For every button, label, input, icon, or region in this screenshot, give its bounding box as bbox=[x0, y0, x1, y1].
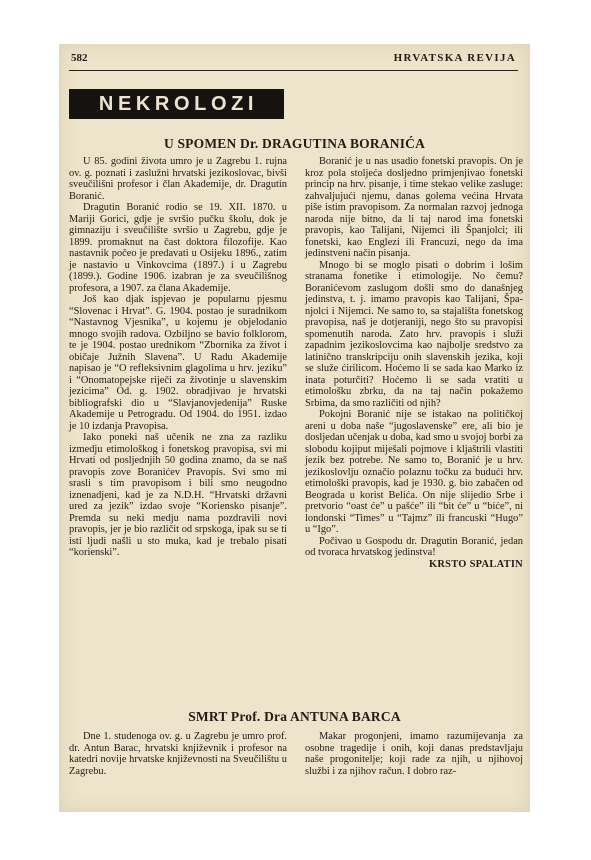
left-column bbox=[69, 156, 287, 559]
left-column bbox=[69, 731, 287, 777]
paragraph: Makar progonjeni, imamo razumijevanja za osobne tragedije i onih, koji danas predstavljaju naše progonitelje; koji rade za njih, u njihovoj službi i za njihov račun. I dobro raz- bbox=[305, 731, 523, 777]
paragraph: Još kao djak ispjevao je popularnu pjesmu “Slovenac i Hrvat”. G. 1904. postao je suradnikom “Nastavnog Vjesnika”, u kojemu je objelodanio mnogo svojih radova. Ozbiljno se bavio folklorom, te je 1904. postao urednikom “Zbornika za život i običaje Južnih Slavena”. U Radu Akademije napisao je “O refleksivnim glagolima u hrv. jeziku” i “Onomatopejske riječi za životinje u slavenskim jezicima” Od. g. 1902. obradjivao je hrvatski bibliografski dio u “Slavjanovjedenija” Ruske Akademije u Petrogradu. Od 1904. do 1951. izdao je 10 izdanja Pravopisa. bbox=[69, 294, 287, 432]
page-number: 582 bbox=[71, 52, 88, 64]
paragraph: U 85. godini života umro je u Zagrebu 1. rujna ov. g. poznati i zaslužni hrvatski jezikoslovac, bivši sveučilišni profesor i član Akademije, dr. Dragutin Boranić. bbox=[69, 156, 287, 202]
paragraph: Iako poneki naš učenik ne zna za razliku izmedju etimološkog i fonetskog pravopisa, svi mi Hrvati od posljednjih 50 godina znamo, da se naš pravopis zove Boranićev Pravopis. Svi smo mi srasli s tim pravopisom i bili smo neugodno iznenadjeni, kad je za N.D.H. “Hrvatski državni ured za jezik” izdao svoje “Koriensko pisanje”. Premda su neki medju nama pozdravili novi pravopis, jer je bio različit od srpskoga, ipak su se ti isti ljudi našli u sto muka, kad je trebalo pisati “korienski”. bbox=[69, 432, 287, 558]
page-header bbox=[71, 52, 516, 68]
obituary-title-boranic: U SPOMEN Dr. DRAGUTINA BORANIĆA bbox=[163, 136, 426, 151]
author-signature: KRSTO SPALATIN bbox=[429, 558, 523, 570]
paragraph: Boranić je u nas usadio fonetski pravopis. On je kroz pola stoljeća dosljedno primjenjivao fonetski princip na hrv. pisanje, i time stekao velike zasluge: zahvaljujući njemu, danas golema većina Hrvata piše istim pravopisom. Za normalan razvoj jednoga naroda nije bitno, da li taj narod ima fonetski pravopis, kao Talijani, Nijemci ili Španjolci; ili fonetski, kao Englezi ili Francuzi, nego da ima jedinstveni način pisanja. bbox=[305, 156, 523, 259]
right-column bbox=[305, 156, 523, 570]
obituary-title-barac: SMRT Prof. Dra ANTUNA BARCA bbox=[188, 709, 401, 724]
paragraph: Pokojni Boranić nije se istakao na političkoj areni u doba naše “jugoslavenske” ere, ali bio je dosljedan učenjak u doba, kad smo u svojoj borbi za slobodu kojiput miješali pojmove i kljaštrili vlastiti jezik bez potrebe. Ne samo to, Boranić je u hrv. jezikoslovlju označio polaznu točku za budući hrv. etimološki pravopis, kad je 1930. g. bio zabačen od Beograda u korist Belića. On nije slijedio Srbe i pretvorio “oast će” u pašće” ili “bit će” u “biće”, ni londonski “Times” u “Tajmz” ili francuski “Hugo” u “Igo”. bbox=[305, 409, 523, 535]
paragraph: Dragutin Boranić rodio se 19. XII. 1870. u Mariji Gorici, gdje je svršio pučku školu, dok je gimnaziju i sveučilište svršio u Zagrebu, gdje je 1899. promaknut na čast doktora filozofije. Kao nastavnik počeo je predavati u Osijeku 1896., zatim je nastavio u Vinkovcima (1897.) i u Zagrebu (1899.). Godine 1906. izabran je za sveučilišnog profesora, a 1907. za člana Akademije. bbox=[69, 202, 287, 294]
right-column bbox=[305, 731, 523, 777]
journal-page bbox=[59, 44, 530, 812]
obituary-body-boranic bbox=[69, 156, 523, 690]
paragraph: Počivao u Gospodu dr. Dragutin Boranić, jedan od tvoraca hrvatskog jedinstva! bbox=[305, 535, 523, 558]
paragraph: Mnogo bi se moglo pisati o dobrim i lošim stranama fonetike i etimologije. No čemu? Boranićevom zaslugom došli smo do današnjeg jedinstva, t. j. imamo pravopis kao Talijani, Španjolci i Nijemci. Ne samo to, sa stajališta fonetskog pravopisa, naš je dotjeraniji, nego što su pravopisi spomenutih naroda. Zato hrv. pravopis i služi zapadnim jezikoslovcima kao najbolje sredstvo za latinično transkripciju onih slavenskih jezika, koji se služe ćirilicom. Hoćemo li se sada kao Marko iz inata poturčiti? Hoćemo li se sada vratiti u etimološku zbrku, da na taj način pokažemo Srbima, da smo različiti od njih? bbox=[305, 259, 523, 409]
paragraph: Dne 1. studenoga ov. g. u Zagrebu je umro prof. dr. Antun Barac, hrvatski književnik i profesor na katedri novije hrvatske književnosti na Sveučilištu u Zagrebu. bbox=[69, 731, 287, 777]
obituary-body-barac bbox=[69, 731, 523, 801]
journal-name: HRVATSKA REVIJA bbox=[393, 52, 516, 64]
header-rule bbox=[69, 70, 518, 71]
section-banner: NEKROLOZI bbox=[69, 89, 284, 119]
